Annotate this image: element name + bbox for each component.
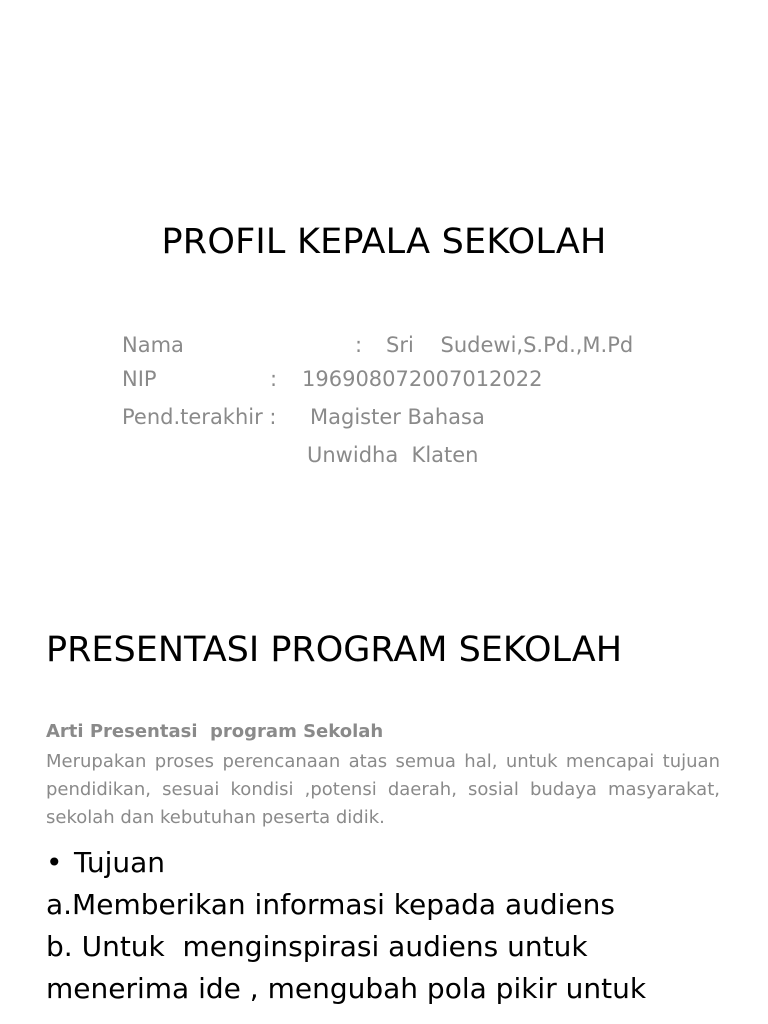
nama-value: Sri Sudewi,S.Pd.,M.Pd: [386, 333, 634, 357]
slide-title: PRESENTASI PROGRAM SEKOLAH: [46, 630, 623, 670]
goals-title: Tujuan: [74, 846, 166, 879]
bullet-marker: •: [46, 846, 63, 879]
slide-title: PROFIL KEPALA SEKOLAH: [161, 222, 607, 262]
pendidikan-label: Pend.terakhir :: [122, 405, 277, 429]
slide-presentasi: [0, 512, 768, 1024]
goal-item-b-continued: menerima ide , mengubah pola pikir untuk: [46, 972, 647, 1005]
nama-separator: :: [355, 333, 363, 357]
definition-block: [46, 718, 720, 832]
nip-label: NIP: [122, 367, 157, 391]
nama-label: Nama: [122, 333, 184, 357]
nip-separator: :: [270, 367, 278, 391]
nip-value: 196908072007012022: [302, 367, 543, 391]
goals-list: [46, 842, 746, 1010]
goal-item-a: a.Memberikan informasi kepada audiens: [46, 888, 615, 921]
definition-heading: Arti Presentasi program Sekolah: [46, 721, 384, 742]
pendidikan-value-institution: Unwidha Klaten: [307, 443, 479, 467]
goals-heading: [46, 842, 746, 884]
definition-paragraph: Merupakan proses perencanaan atas semua hal, untuk mencapai tujuan pendidikan, sesuai kondisi ,potensi daerah, sosial budaya masyarakat, sekolah dan kebutuhan peserta didik.: [46, 751, 720, 828]
pendidikan-value: Magister Bahasa: [310, 405, 485, 429]
goal-item-b: b. Untuk menginspirasi audiens untuk: [46, 930, 588, 963]
